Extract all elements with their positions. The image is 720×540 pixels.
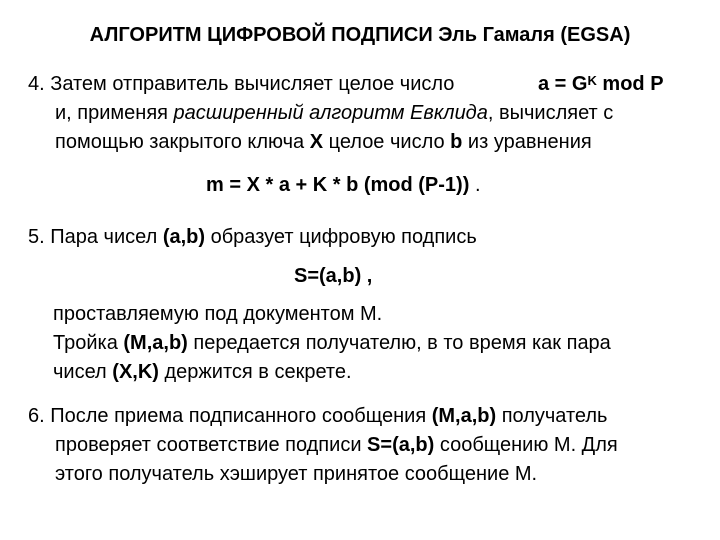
step-5-line-2 [53, 302, 382, 326]
step-6-line-3 [55, 462, 537, 486]
text-fragment: этого получатель хэширует принятое сообщение M. [55, 463, 538, 485]
text-fragment: чисел [53, 361, 113, 383]
b-var: b [450, 131, 463, 153]
equation-text: m = X * a + K * b (mod (P-1)) [206, 174, 470, 196]
step-4-line-2 [55, 101, 613, 125]
euclid-algorithm-text: расширенный алгоритм Евклида [173, 102, 488, 124]
text-fragment: сообщению M. Для [434, 434, 618, 456]
text-fragment: образует цифровую подпись [205, 226, 477, 248]
equation-period: . [469, 174, 481, 196]
formula-base: a = G [538, 73, 588, 95]
text-fragment: и, применяя [55, 102, 174, 124]
step-6-line-2 [55, 433, 618, 457]
text-fragment: проставляемую под документом M. [53, 303, 383, 325]
step-4-inline-formula [538, 72, 664, 96]
text-fragment: Тройка [53, 332, 124, 354]
step-5-line-4 [53, 360, 352, 384]
triple-mab: (M,a,b) [431, 405, 497, 427]
triple-mab: (M,a,b) [123, 332, 188, 354]
text-fragment: держится в секрете. [158, 361, 352, 383]
slide-title: АЛГОРИТМ ЦИФРОВОЙ ПОДПИСИ Эль Гамаля (EGSA) [89, 24, 631, 46]
step-5-line-3 [53, 331, 611, 355]
text-fragment: проверяет соответствие подписи [55, 434, 368, 456]
text-fragment: передается получателю, в то время как пара [187, 332, 611, 354]
step-5-line-1 [28, 225, 477, 249]
signature-ref: S=(a,b) [367, 434, 435, 456]
step-4-equation [206, 173, 481, 197]
pair-ab: (a,b) [162, 226, 206, 248]
formula-exponent: K [587, 73, 597, 88]
step-4-line-3 [55, 130, 592, 154]
signature-text: S=(a,b) , [294, 265, 373, 287]
text-fragment: помощью закрытого ключа [55, 131, 310, 153]
signature-formula [294, 264, 372, 288]
step-6-line-1 [28, 404, 607, 428]
step-4-line-1 [28, 72, 454, 96]
text-fragment: получатель [496, 405, 608, 427]
text-fragment: целое число [323, 131, 451, 153]
text-fragment: , вычисляет с [487, 102, 614, 124]
private-key-var: X [309, 131, 324, 153]
text-fragment: 5. Пара чисел [28, 226, 163, 248]
pair-xk: (X,K) [112, 361, 159, 383]
text-fragment: из уравнения [462, 131, 592, 153]
formula-mod: mod P [596, 73, 664, 95]
text-fragment: 6. После приема подписанного сообщения [28, 405, 432, 427]
step-4-text: 4. Затем отправитель вычисляет целое число [28, 73, 455, 95]
